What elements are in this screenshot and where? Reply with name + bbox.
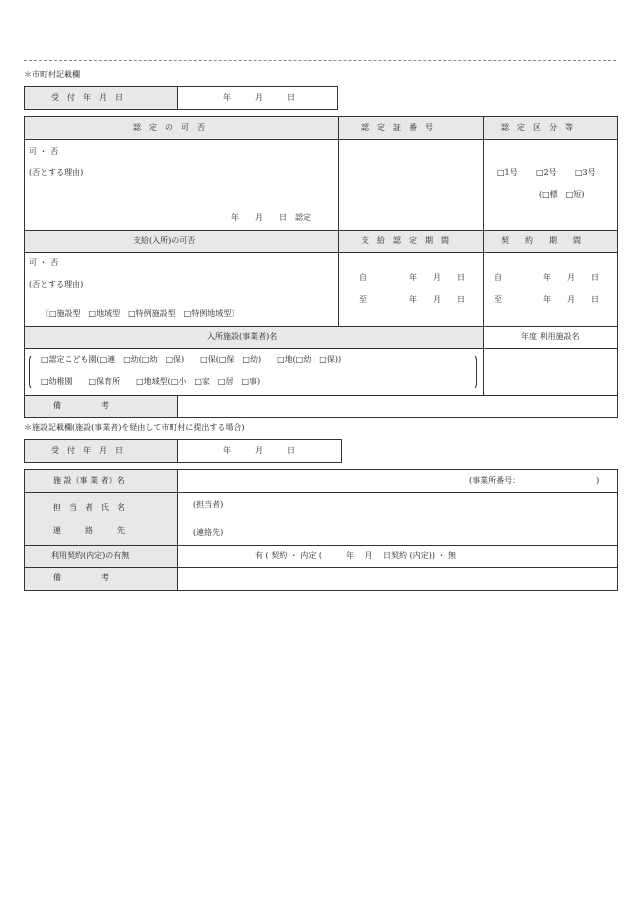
- remarks-label: 備 考: [53, 401, 109, 410]
- period-from-label: 自: [359, 273, 367, 282]
- municipal-table: [24, 116, 618, 418]
- facility-name-header: 入所施設(事業者)名: [207, 332, 278, 341]
- receipt-date-box: [24, 86, 338, 110]
- contact-label: 連 絡 先: [53, 526, 125, 535]
- supply-possible-header: 支給(入所)の可否: [133, 236, 196, 245]
- cert-category-header: 認 定 区 分 等: [501, 123, 573, 132]
- office-number[interactable]: (事業所番号： ): [469, 476, 600, 485]
- facility-line-1[interactable]: □認定こども園(□連 □幼(□幼 □保) □保(□保 □幼) □地(□幼 □保)): [41, 355, 342, 364]
- period-to-label: 至: [359, 295, 367, 304]
- cat-sub[interactable]: (□標 □短): [539, 190, 585, 199]
- cat-2[interactable]: □2号: [536, 168, 557, 177]
- contact-value[interactable]: (連絡先): [193, 528, 224, 537]
- supply-reason: (否とする理由): [29, 280, 84, 289]
- cert-possible-header: 認 定 の 可 否: [133, 123, 205, 132]
- receipt-date-box-2: [24, 439, 342, 463]
- contract-from-label: 自: [494, 273, 502, 282]
- cert-possible-value[interactable]: 可 ・ 否: [29, 147, 59, 156]
- cert-number-header: 認 定 証 番 号: [361, 123, 433, 132]
- person-value[interactable]: (担当者): [193, 500, 224, 509]
- period-to-date: 年 月 日: [409, 295, 465, 304]
- contract-to-label: 至: [494, 295, 502, 304]
- cert-reason: (否とする理由): [29, 168, 84, 177]
- person-label: 担 当 者 氏 名: [53, 503, 125, 512]
- municipal-section-title: ＊市町村記載欄: [24, 70, 80, 79]
- remarks-label-2: 備 考: [53, 573, 109, 582]
- supply-possible-value[interactable]: 可 ・ 否: [29, 258, 59, 267]
- year-facility-header: 年度 利用施設名: [521, 332, 580, 341]
- receipt-date-label: 受 付 年 月 日: [51, 93, 123, 102]
- supply-period-header: 支 給 認 定 期 間: [361, 236, 449, 245]
- supply-types[interactable]: 〔□施設型 □地域型 □特例施設型 □特例地域型〕: [41, 309, 240, 318]
- contract-period-header: 契 約 期 間: [501, 236, 581, 245]
- receipt-date-value-2[interactable]: 年 月 日: [223, 446, 295, 455]
- cut-line: [24, 60, 616, 61]
- cat-1[interactable]: □1号: [497, 168, 518, 177]
- cert-date: 年 月 日 認定: [231, 213, 311, 222]
- receipt-date-value[interactable]: 年 月 日: [223, 93, 295, 102]
- contract-to-date: 年 月 日: [543, 295, 599, 304]
- facility-table: [24, 469, 618, 591]
- facility-section-title: ＊施設記載欄(施設(事業者)を経由して市町村に提出する場合): [24, 423, 245, 432]
- contract-from-date: 年 月 日: [543, 273, 599, 282]
- receipt-date-label-2: 受 付 年 月 日: [51, 446, 123, 455]
- cat-3[interactable]: □3号: [575, 168, 596, 177]
- facility-name-label: 施 設（事 業 者）名: [53, 476, 125, 485]
- facility-line-2[interactable]: □幼稚園 □保育所 □地域型(□小 □家 □居 □事): [41, 377, 261, 386]
- contract-status-label: 利用契約(内定)の有無: [51, 551, 130, 560]
- period-from-date: 年 月 日: [409, 273, 465, 282]
- contract-status-value[interactable]: 有 ( 契約 ・ 内定 ( 年 月 日契約 (内定)) ・ 無: [255, 551, 457, 560]
